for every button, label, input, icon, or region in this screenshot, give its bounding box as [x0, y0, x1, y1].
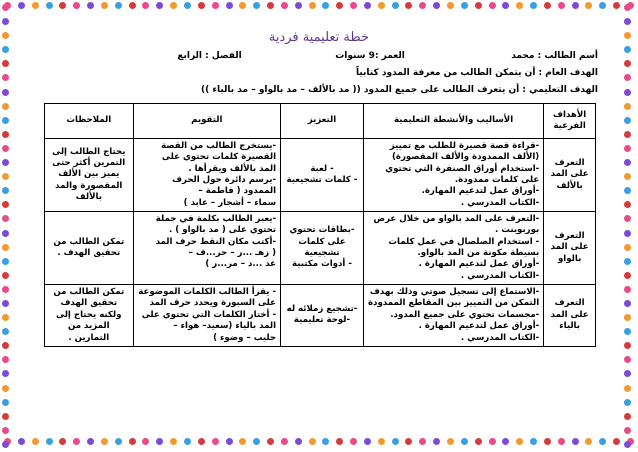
pen-ornament-icon	[624, 60, 631, 67]
pen-ornament-icon	[142, 438, 149, 445]
activities-cell-line: -مجسمات تحتوي على جميع المدود.	[390, 309, 540, 320]
pen-ornament-icon	[558, 438, 565, 445]
pen-ornament-icon	[378, 438, 385, 445]
reinforcement-cell-line: -بطاقات تحتوي	[289, 225, 355, 236]
activities-cell-line: -الاستماع إلى تسجيل صوتي وذلك بهدف	[369, 287, 540, 298]
pen-ornament-icon	[624, 159, 631, 166]
pen-ornament-icon	[59, 2, 66, 9]
pen-ornament-icon	[624, 230, 631, 237]
pen-ornament-icon	[585, 438, 592, 445]
pen-ornament-icon	[129, 2, 136, 9]
evaluation-cell-line: سماء – أشجار – عابد )	[183, 197, 277, 208]
table-row	[45, 139, 596, 212]
activities-cell-line: -أوراق عمل لتدعيم المهارة.	[421, 186, 540, 197]
activities-cell-line: - استخدام الصلصال في عمل كلمات	[388, 236, 540, 247]
pen-ornament-icon	[73, 438, 80, 445]
pen-ornament-icon	[212, 2, 219, 9]
pen-ornament-icon	[281, 438, 288, 445]
pen-ornament-icon	[530, 2, 537, 9]
pen-ornament-icon	[489, 2, 496, 9]
pen-ornament-icon	[613, 438, 620, 445]
pen-ornament-icon	[624, 46, 631, 53]
pen-ornament-icon	[624, 314, 631, 321]
student-age: العمر :9 سنوات	[335, 51, 405, 61]
table-header-row	[45, 104, 596, 139]
evaluation-cell-line: على السبورة ويحدد حرف المد	[149, 298, 277, 309]
pen-ornament-icon	[624, 286, 631, 293]
pen-ornament-icon	[322, 2, 329, 9]
pen-ornament-icon	[2, 370, 9, 377]
pen-ornament-icon	[226, 2, 233, 9]
pen-ornament-icon	[516, 2, 523, 9]
pen-ornament-icon	[2, 173, 9, 180]
pen-ornament-icon	[239, 2, 246, 9]
pen-ornament-icon	[624, 103, 631, 110]
pen-ornament-icon	[101, 438, 108, 445]
notes-cell-line: تحقيق الهدف .	[57, 248, 121, 259]
pen-ornament-icon	[572, 438, 579, 445]
pen-ornament-icon	[530, 438, 537, 445]
pen-ornament-icon	[170, 2, 177, 9]
evaluation-cell-line: -يستخرج الطالب من القصة	[161, 141, 277, 151]
pen-ornament-icon	[624, 441, 631, 448]
evaluation-cell-line: - أختار الكلمات التي تحتوي على	[141, 309, 277, 320]
student-name: أسم الطالب : محمد	[511, 51, 598, 61]
pen-ornament-icon	[309, 2, 316, 9]
notes-cell-line: بالألف	[75, 192, 102, 203]
activities-cell-line: بوربوينت .	[494, 225, 540, 236]
pen-ornament-icon	[239, 438, 246, 445]
pen-ornament-icon	[198, 2, 205, 9]
goal-cell: التعرف على المد بالألف	[544, 139, 596, 212]
pen-ornament-icon	[624, 187, 631, 194]
decorative-border-top	[0, 2, 638, 14]
reinforcement-cell-line: تشجيعية	[304, 248, 340, 259]
activities-cell-line: على كلمات ممدودة.	[454, 175, 540, 186]
pen-ornament-icon	[336, 2, 343, 9]
header-goals: الأهداف الفرعية	[544, 104, 596, 139]
notes-cell	[45, 212, 134, 285]
reinforcement-cell-line: - كلمات تشجيعية	[286, 175, 358, 186]
instructional-goal: الهدف التعليمي : أن يتعرف الطالب على جميع المدود (( مد بالألف – مد بالواو – مد بالياء ))	[201, 85, 598, 95]
pen-ornament-icon	[156, 438, 163, 445]
header-notes: الملاحظات	[45, 104, 134, 139]
pen-ornament-icon	[2, 413, 9, 420]
pen-ornament-icon	[624, 342, 631, 349]
pen-ornament-icon	[2, 74, 9, 81]
notes-cell	[45, 285, 134, 347]
pen-ornament-icon	[433, 2, 440, 9]
pen-ornament-icon	[2, 328, 9, 335]
pen-ornament-icon	[2, 46, 9, 53]
activities-cell	[363, 212, 543, 285]
activities-cell-line: -الكتاب المدرسي .	[460, 332, 540, 343]
pen-ornament-icon	[2, 4, 9, 11]
pen-ornament-icon	[475, 438, 482, 445]
evaluation-cell	[133, 139, 280, 212]
pen-ornament-icon	[599, 438, 606, 445]
pen-ornament-icon	[624, 4, 631, 11]
decorative-border-left	[2, 0, 14, 452]
pen-ornament-icon	[46, 2, 53, 9]
pen-ornament-icon	[624, 74, 631, 81]
activities-cell-line: بسيطة مكونة من المد بالواو.	[417, 248, 540, 259]
pen-ornament-icon	[2, 18, 9, 25]
activities-cell-line: التمكن من التمييز بين المقاطع الممدودة	[367, 298, 540, 309]
document-title: خطة تعليمية فردية	[268, 30, 370, 45]
notes-cell-line: المزيد من	[68, 321, 110, 332]
pen-ornament-icon	[544, 438, 551, 445]
evaluation-cell-line: - يقرأ الطالب الكلمات الموضوعة	[138, 287, 277, 298]
pen-ornament-icon	[142, 2, 149, 9]
pen-ornament-icon	[461, 2, 468, 9]
pen-ornament-icon	[447, 438, 454, 445]
evaluation-cell-line: القصيرة كلمات تحتوي على	[161, 152, 277, 163]
pen-ornament-icon	[419, 438, 426, 445]
evaluation-cell	[133, 285, 280, 347]
pen-ornament-icon	[336, 438, 343, 445]
pen-ornament-icon	[350, 2, 357, 9]
pen-ornament-icon	[624, 145, 631, 152]
pen-ornament-icon	[2, 258, 9, 265]
pen-ornament-icon	[2, 300, 9, 307]
pen-ornament-icon	[2, 385, 9, 392]
pen-ornament-icon	[87, 438, 94, 445]
notes-cell-line: ولكنه يحتاج إلى	[56, 309, 122, 320]
pen-ornament-icon	[419, 2, 426, 9]
pen-ornament-icon	[267, 2, 274, 9]
pen-ornament-icon	[32, 2, 39, 9]
pen-ornament-icon	[18, 438, 25, 445]
student-grade: الفصل : الرابع	[177, 51, 242, 61]
pen-ornament-icon	[392, 2, 399, 9]
pen-ornament-icon	[624, 244, 631, 251]
pen-ornament-icon	[624, 131, 631, 138]
pen-ornament-icon	[2, 272, 9, 279]
pen-ornament-icon	[18, 2, 25, 9]
reinforcement-cell-line: - أدوات مكتبية	[292, 259, 352, 270]
activities-cell	[363, 139, 543, 212]
pen-ornament-icon	[558, 2, 565, 9]
pen-ornament-icon	[572, 2, 579, 9]
pen-ornament-icon	[2, 145, 9, 152]
notes-cell-line: التمرين أكثر حتى	[52, 158, 126, 169]
activities-cell-line: -استخدام أوراق الصنفرة التي تحتوي	[385, 163, 540, 174]
pen-ornament-icon	[624, 117, 631, 124]
pen-ornament-icon	[2, 201, 9, 208]
pen-ornament-icon	[2, 89, 9, 96]
pen-ornament-icon	[433, 438, 440, 445]
pen-ornament-icon	[502, 438, 509, 445]
pen-ornament-icon	[309, 438, 316, 445]
pen-ornament-icon	[2, 314, 9, 321]
activities-cell-line: -أوراق عمل لتدعيم المهارة .	[418, 321, 540, 332]
header-activities: الأساليب والأنشطة التعليمية	[363, 104, 543, 139]
pen-ornament-icon	[624, 258, 631, 265]
notes-cell-line: يحتاج الطالب إلى	[52, 146, 126, 157]
activities-cell-line: -قراءة قصة قصيرة للطلب مع تمييز	[389, 141, 540, 151]
notes-cell-line: التمارين .	[68, 332, 110, 343]
pen-ornament-icon	[461, 438, 468, 445]
pen-ornament-icon	[2, 187, 9, 194]
header-evaluation: التقويم	[133, 104, 280, 139]
pen-ornament-icon	[544, 2, 551, 9]
pen-ornament-icon	[2, 286, 9, 293]
activities-cell-line: (الألف الممدودة والألف المقصورة)	[391, 152, 540, 163]
decorative-border-right	[624, 0, 636, 452]
evaluation-cell	[133, 212, 280, 285]
pen-ornament-icon	[350, 438, 357, 445]
pen-ornament-icon	[516, 438, 523, 445]
pen-ornament-icon	[156, 2, 163, 9]
evaluation-cell-line: -أكتب مكان النقط حرف المد	[155, 236, 277, 247]
pen-ornament-icon	[447, 2, 454, 9]
notes-cell	[45, 139, 134, 212]
pen-ornament-icon	[585, 2, 592, 9]
reinforcement-cell	[281, 212, 364, 285]
reinforcement-cell-line: على كلمات	[298, 236, 346, 247]
activities-cell-line: -الكتاب المدرسي .	[460, 197, 540, 208]
evaluation-cell-line: ( زهـ ...ر – حر...ف –	[188, 248, 277, 259]
pen-ornament-icon	[2, 131, 9, 138]
pen-ornament-icon	[624, 370, 631, 377]
pen-ornament-icon	[489, 438, 496, 445]
decorative-border-bottom	[0, 438, 638, 450]
pen-ornament-icon	[624, 385, 631, 392]
pen-ornament-icon	[2, 427, 9, 434]
pen-ornament-icon	[624, 427, 631, 434]
pen-ornament-icon	[101, 2, 108, 9]
pen-ornament-icon	[624, 201, 631, 208]
pen-ornament-icon	[475, 2, 482, 9]
pen-ornament-icon	[87, 2, 94, 9]
pen-ornament-icon	[295, 438, 302, 445]
pen-ornament-icon	[624, 272, 631, 279]
pen-ornament-icon	[281, 2, 288, 9]
pen-ornament-icon	[2, 399, 9, 406]
pen-ornament-icon	[129, 438, 136, 445]
pen-ornament-icon	[184, 2, 191, 9]
pen-ornament-icon	[624, 413, 631, 420]
pen-ornament-icon	[46, 438, 53, 445]
reinforcement-cell-line: -لوحة تعليمية	[293, 315, 351, 326]
pen-ornament-icon	[32, 438, 39, 445]
pen-ornament-icon	[170, 438, 177, 445]
evaluation-cell-line: -يعبر الطالب بكلمة في جملة	[155, 214, 277, 225]
pen-ornament-icon	[2, 342, 9, 349]
pen-ornament-icon	[295, 2, 302, 9]
activities-cell-line: -التعرف على المد بالواو من خلال عرض	[373, 214, 540, 225]
pen-ornament-icon	[624, 300, 631, 307]
pen-ornament-icon	[322, 438, 329, 445]
pen-ornament-icon	[2, 215, 9, 222]
pen-ornament-icon	[392, 438, 399, 445]
pen-ornament-icon	[613, 2, 620, 9]
pen-ornament-icon	[624, 89, 631, 96]
pen-ornament-icon	[267, 438, 274, 445]
notes-cell-line: تمكن الطالب من	[53, 287, 125, 298]
pen-ornament-icon	[226, 438, 233, 445]
notes-cell-line: تحقيق الهدف	[60, 298, 118, 309]
pen-ornament-icon	[212, 438, 219, 445]
evaluation-cell-line: حليب – وضوء )	[213, 332, 277, 343]
pen-ornament-icon	[115, 2, 122, 9]
pen-ornament-icon	[2, 356, 9, 363]
pen-ornament-icon	[624, 173, 631, 180]
pen-ornament-icon	[502, 2, 509, 9]
evaluation-cell-line: المد بالألف ويقرأها .	[188, 163, 277, 174]
evaluation-cell-line: تحتوي على ( مد بالواو ) .	[169, 225, 277, 236]
pen-ornament-icon	[2, 441, 9, 448]
pen-ornament-icon	[253, 438, 260, 445]
pen-ornament-icon	[405, 438, 412, 445]
evaluation-cell-line: الممدود ( فاطمة –	[198, 186, 277, 197]
plan-table	[44, 103, 596, 347]
notes-cell-line: يميز بين الألف	[58, 169, 120, 180]
reinforcement-cell-line: -تشجيع زملائه له	[286, 304, 358, 315]
activities-cell-line: -أوراق عمل لتدعيم المهارة .	[418, 259, 540, 270]
pen-ornament-icon	[2, 103, 9, 110]
pen-ornament-icon	[2, 60, 9, 67]
general-goal: الهدف العام : أن يتمكن الطالب من معرفة المدود كتابياً	[356, 68, 598, 78]
pen-ornament-icon	[624, 399, 631, 406]
pen-ornament-icon	[2, 230, 9, 237]
pen-ornament-icon	[115, 438, 122, 445]
pen-ornament-icon	[405, 2, 412, 9]
table-row	[45, 212, 596, 285]
pen-ornament-icon	[624, 328, 631, 335]
pen-ornament-icon	[59, 438, 66, 445]
pen-ornament-icon	[624, 18, 631, 25]
pen-ornament-icon	[364, 2, 371, 9]
pen-ornament-icon	[364, 438, 371, 445]
reinforcement-cell-line: - لعبة	[310, 163, 334, 174]
pen-ornament-icon	[624, 215, 631, 222]
reinforcement-cell	[281, 285, 364, 347]
header-reinforcement: التعزيز	[281, 104, 364, 139]
pen-ornament-icon	[198, 438, 205, 445]
notes-cell-line: تمكن الطالب من	[53, 236, 125, 247]
pen-ornament-icon	[184, 438, 191, 445]
pen-ornament-icon	[624, 356, 631, 363]
activities-cell	[363, 285, 543, 347]
pen-ornament-icon	[253, 2, 260, 9]
pen-ornament-icon	[378, 2, 385, 9]
pen-ornament-icon	[2, 117, 9, 124]
evaluation-cell-line: عد ...د – مر...ر )	[205, 259, 277, 270]
activities-cell-line: -الكتاب المدرسي .	[460, 270, 540, 281]
evaluation-cell-line: -يرسم دائرة حول الحرف	[171, 175, 277, 186]
pen-ornament-icon	[599, 2, 606, 9]
table-row	[45, 285, 596, 347]
pen-ornament-icon	[73, 2, 80, 9]
student-info-row	[38, 51, 598, 61]
evaluation-cell-line: المد بالياء (سعيد– هواء –	[173, 321, 277, 332]
goal-cell: التعرف على المد بالواو	[544, 212, 596, 285]
reinforcement-cell	[281, 139, 364, 212]
pen-ornament-icon	[2, 159, 9, 166]
goal-cell: التعرف على المد بالياء	[544, 285, 596, 347]
pen-ornament-icon	[2, 244, 9, 251]
notes-cell-line: المقصورة والمد	[55, 180, 123, 191]
